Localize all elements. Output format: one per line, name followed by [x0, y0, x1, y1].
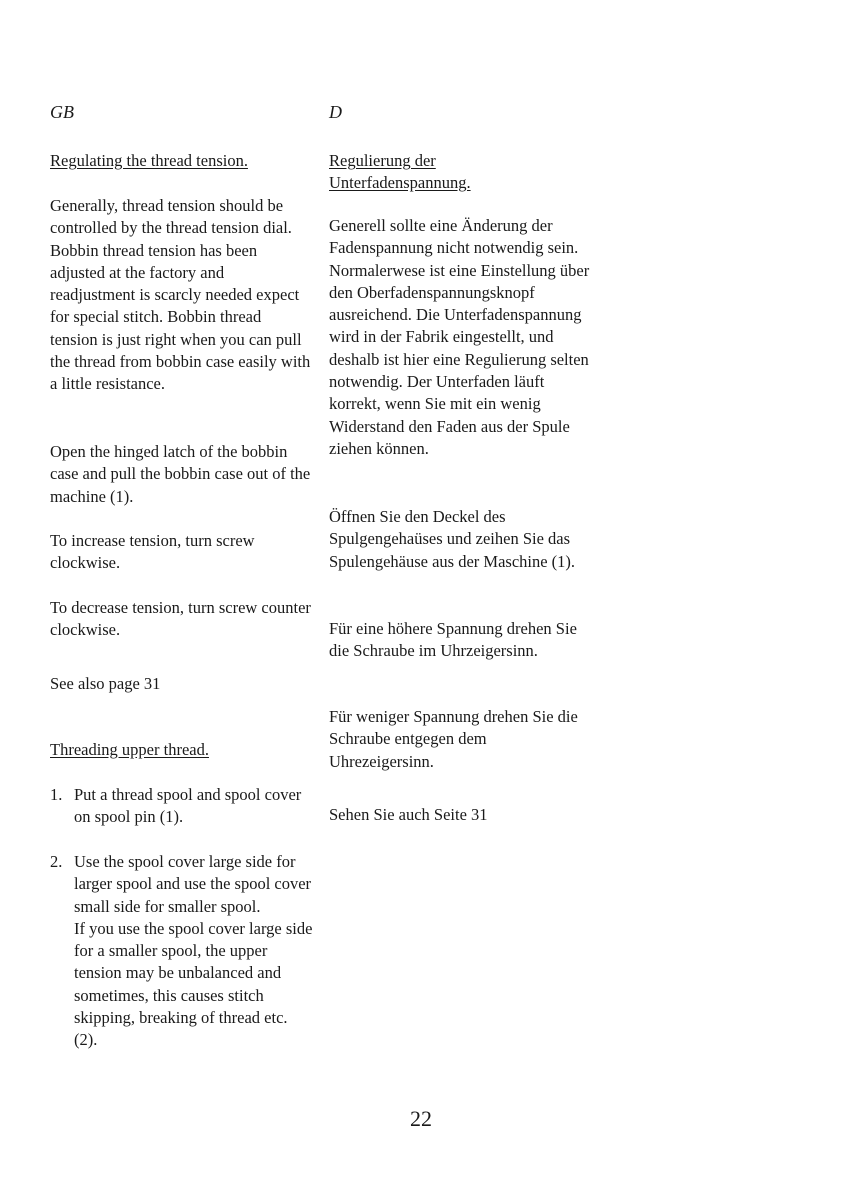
english-language-label: GB [50, 102, 74, 122]
see-also-paragraph-en: See also page 31 [50, 674, 161, 693]
tension-intro-paragraph-de: Generell sollte eine Änderung der Fadenspannung nicht notwendig sein. Normalerwese ist eine Einstellung über den Oberfadenspannungsknopf ausreichend. Die Unterfadenspannung wird in der Fabrik eingestellt, und deshalb ist hier eine Regulierung selten notwendig. Der Unterfaden läuft korrekt, wenn Sie mit ein wenig Widerstand den Faden aus der Spule ziehen können. [329, 216, 590, 458]
threading-heading-en: Threading upper thread. [50, 740, 209, 759]
increase-tension-paragraph-en: To increase tension, turn screw clockwise. [50, 531, 255, 573]
decrease-tension-paragraph-de: Für weniger Spannung drehen Sie die Schraube entgegen dem Uhrezeigersinn. [329, 707, 578, 771]
step-number: 1. [50, 785, 63, 804]
tension-heading-de: Regulierung der Unterfadenspannung. [329, 151, 471, 193]
step-number: 2. [50, 852, 63, 871]
tension-heading-en: Regulating the thread tension. [50, 151, 248, 170]
open-bobbin-case-paragraph-de: Öffnen Sie den Deckel des Spulgengehaüses und zeihen Sie das Spulengehäuse aus der Maschine (1). [329, 507, 576, 571]
german-language-label: D [329, 102, 342, 122]
step-text: Use the spool cover large side for larger spool and use the spool cover small side for smaller spool. If you use the spool cover large side for a smaller spool, the upper tension may be unbalanced and sometimes, this causes stitch skipping, breaking of thread etc. (2). [74, 852, 313, 1050]
step-text: Put a thread spool and spool cover on spool pin (1). [74, 785, 302, 827]
see-also-paragraph-de: Sehen Sie auch Seite 31 [329, 805, 488, 824]
decrease-tension-paragraph-en: To decrease tension, turn screw counter clockwise. [50, 598, 311, 640]
page-number: 22 [410, 1106, 432, 1131]
tension-intro-paragraph-en: Generally, thread tension should be controlled by the thread tension dial. Bobbin thread tension has been adjusted at the factory and readjustment is scarcly needed expect for special stitch. Bobbin thread tension is just right when you can pull the thread from bobbin case easily with a little resistance. [50, 196, 311, 394]
open-bobbin-case-paragraph-en: Open the hinged latch of the bobbin case and pull the bobbin case out of the machine (1). [50, 442, 311, 506]
increase-tension-paragraph-de: Für eine höhere Spannung drehen Sie die Schraube im Uhrzeigersinn. [329, 619, 577, 661]
